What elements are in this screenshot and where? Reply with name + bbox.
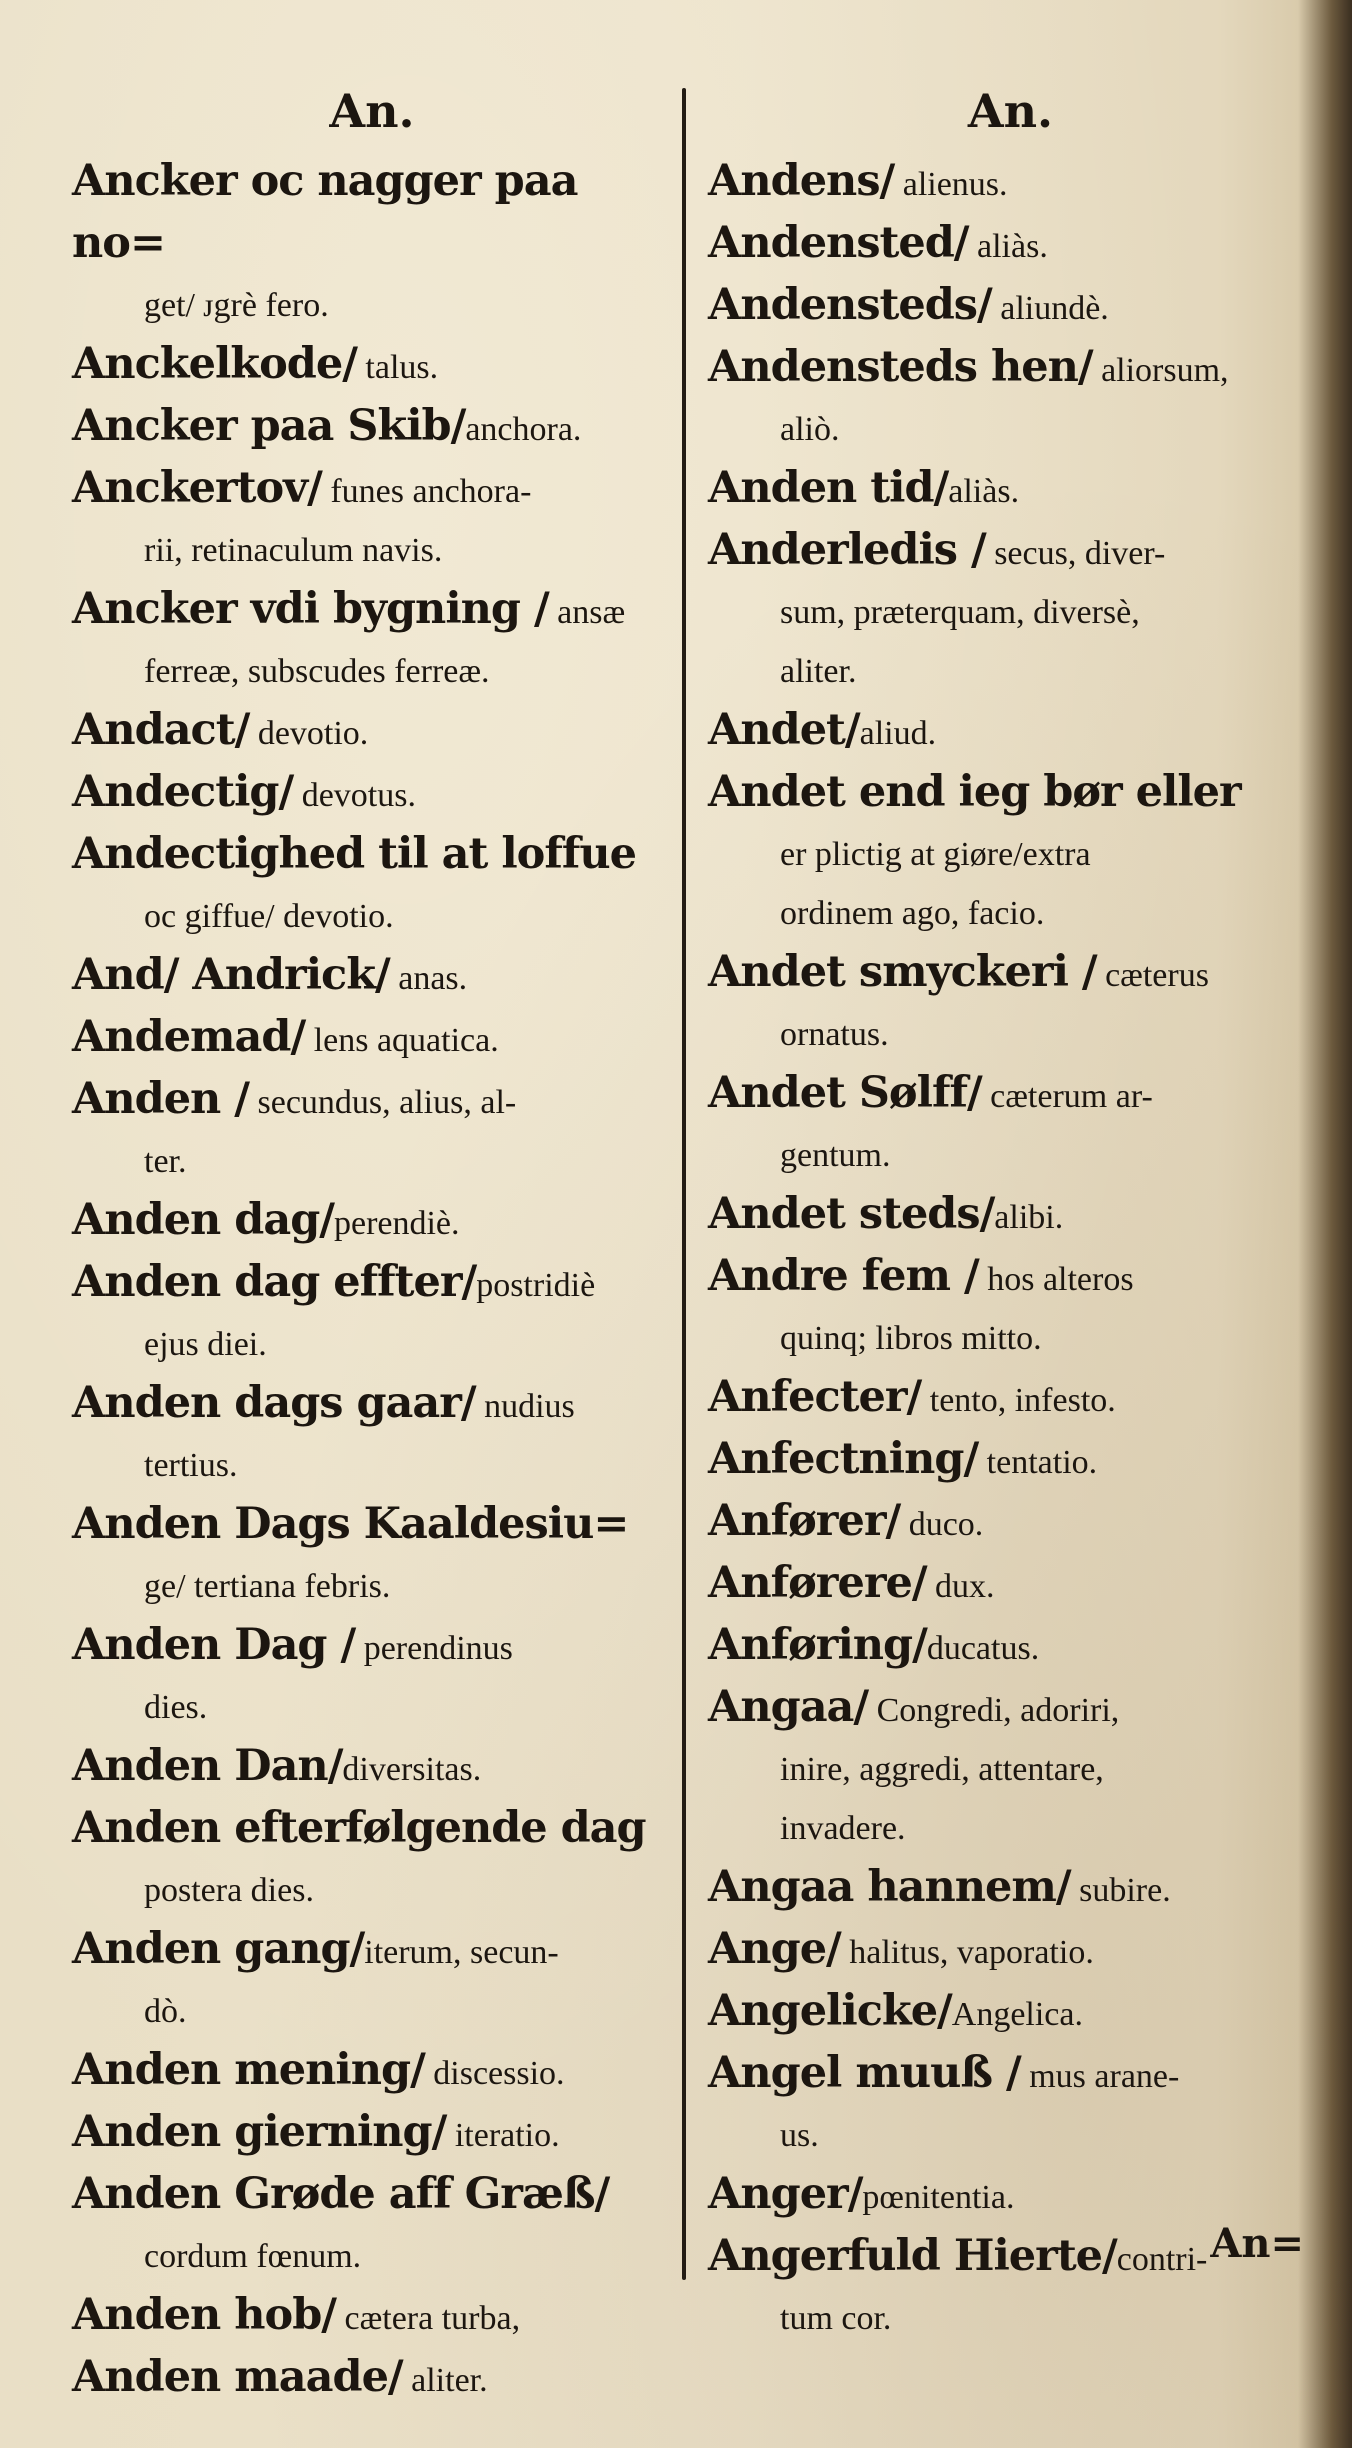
entry-continuation: sum, præterquam, diversè, aliter. — [780, 594, 1140, 690]
right-column — [708, 80, 1313, 2348]
entry-latin: cæterus — [1096, 957, 1209, 994]
dictionary-entry — [708, 338, 1313, 459]
entry-latin: anas. — [389, 960, 468, 997]
dictionary-entry — [708, 521, 1313, 701]
entry-latin: alibi. — [994, 1199, 1064, 1236]
dictionary-entry — [72, 946, 672, 1008]
dictionary-entry — [708, 2044, 1313, 2165]
entry-headword: Anden Dags Kaaldesiu= — [72, 1499, 629, 1549]
entry-headword: Anden Grøde aff Græß/ — [72, 2169, 610, 2219]
entry-latin: Congredi, adoriri, — [868, 1692, 1120, 1729]
entry-continuation: inire, aggredi, attentare, invadere. — [780, 1751, 1104, 1847]
entry-latin: perendinus — [355, 1630, 513, 1667]
entry-headword: Anden gang/ — [72, 1924, 365, 1974]
dictionary-entry — [708, 1247, 1313, 1368]
entry-headword: Anfører/ — [708, 1496, 901, 1546]
entry-headword: Angaa/ — [708, 1682, 869, 1732]
dictionary-entry — [72, 1008, 672, 1070]
entry-latin: contri- — [1116, 2241, 1208, 2278]
entry-headword: Anger/ — [708, 2169, 863, 2219]
dictionary-entry — [72, 2165, 672, 2286]
entry-headword: Anderledis / — [708, 525, 986, 575]
entry-headword: Andensteds hen/ — [708, 342, 1093, 392]
dictionary-entry — [72, 397, 672, 459]
entry-latin: secus, diver- — [985, 535, 1166, 572]
entry-headword: Anden dag/ — [72, 1195, 334, 1245]
entry-latin: anchora. — [465, 411, 582, 448]
entry-continuation: tum cor. — [780, 2300, 892, 2337]
entry-continuation: oc giffue/ devotio. — [144, 898, 394, 935]
dictionary-entry — [708, 1678, 1313, 1858]
entry-headword: Anden maade/ — [72, 2352, 403, 2402]
dictionary-entry — [708, 1616, 1313, 1678]
dictionary-entry — [72, 1920, 672, 2041]
entry-headword: Andemad/ — [72, 1012, 306, 1062]
dictionary-entry — [72, 2103, 672, 2165]
dictionary-entry — [708, 2165, 1313, 2227]
entry-latin: subire. — [1070, 1872, 1171, 1909]
dictionary-entry — [708, 943, 1313, 1064]
entry-headword: Anden tid/ — [708, 463, 949, 513]
entry-latin: cæterum ar- — [981, 1078, 1153, 1115]
dictionary-entry — [708, 214, 1313, 276]
dictionary-entry — [708, 276, 1313, 338]
dictionary-entry — [72, 825, 672, 946]
entry-headword: Anden Dan/ — [72, 1741, 343, 1791]
entry-headword: Anden gierning/ — [72, 2107, 447, 2157]
entry-headword: Anden dag effter/ — [72, 1257, 477, 1307]
entry-latin: devotio. — [249, 715, 369, 752]
dictionary-entry — [72, 1191, 672, 1253]
entry-latin: iterum, secun- — [364, 1934, 559, 1971]
entry-latin: iteratio. — [446, 2117, 560, 2154]
entry-continuation: ejus diei. — [144, 1326, 267, 1363]
entry-latin: devotus. — [293, 777, 416, 814]
entry-continuation: ge/ tertiana febris. — [144, 1568, 391, 1605]
dictionary-entry — [72, 1374, 672, 1495]
dictionary-entry — [72, 152, 672, 335]
entry-headword: Angaa hannem/ — [708, 1862, 1071, 1912]
entry-headword: Anckertov/ — [72, 463, 322, 513]
entry-headword: Andact/ — [72, 705, 250, 755]
entry-headword: Anføring/ — [708, 1620, 927, 1670]
entry-latin: aliundè. — [991, 290, 1109, 327]
dictionary-entry — [708, 1920, 1313, 1982]
entry-latin: postridiè — [476, 1267, 596, 1304]
entry-headword: Angel muuß / — [708, 2048, 1021, 2098]
entry-latin: cætera turba, — [336, 2300, 521, 2337]
entry-latin: nudius — [475, 1388, 575, 1425]
entry-continuation: get/ ᴊgrè fero. — [144, 287, 329, 324]
entry-continuation: gentum. — [780, 1137, 891, 1174]
entry-headword: Andectig/ — [72, 767, 294, 817]
entry-headword: Andre fem / — [708, 1251, 979, 1301]
dictionary-entry — [708, 1982, 1313, 2044]
entry-headword: Anden hob/ — [72, 2290, 336, 2340]
entry-latin: Angelica. — [951, 1996, 1083, 2033]
entry-headword: Andensted/ — [708, 218, 969, 268]
entry-latin: alienus. — [894, 166, 1008, 203]
dictionary-entry — [708, 1858, 1313, 1920]
dictionary-entry — [708, 459, 1313, 521]
entry-headword: Andet smyckeri / — [708, 947, 1097, 997]
entry-continuation: aliò. — [780, 411, 840, 448]
entry-latin: perendiè. — [333, 1205, 460, 1242]
entry-headword: Anden efterfølgende dag — [72, 1803, 646, 1853]
catchword: An= — [1210, 2220, 1304, 2267]
entry-latin: aliter. — [402, 2362, 488, 2399]
entry-continuation: ter. — [144, 1143, 187, 1180]
entry-continuation: dies. — [144, 1689, 208, 1726]
entry-headword: Ancker oc nagger paa no= — [72, 156, 578, 268]
entry-latin: lens aquatica. — [305, 1022, 499, 1059]
left-entries — [72, 152, 672, 2410]
entry-headword: Anfecter/ — [708, 1372, 922, 1422]
dictionary-entry — [708, 1064, 1313, 1185]
dictionary-entry — [72, 1799, 672, 1920]
entry-headword: Angerfuld Hierte/ — [708, 2231, 1117, 2281]
entry-headword: Anckelkode/ — [72, 339, 357, 389]
dictionary-entry — [72, 459, 672, 580]
entry-latin: pœnitentia. — [862, 2179, 1015, 2216]
dictionary-entry — [708, 763, 1313, 943]
entry-latin: diversitas. — [342, 1751, 482, 1788]
dictionary-entry — [72, 1070, 672, 1191]
entry-continuation: rii, retinaculum navis. — [144, 532, 443, 569]
entry-headword: Andectighed til at loffue — [72, 829, 636, 879]
entry-latin: mus arane- — [1020, 2058, 1180, 2095]
dictionary-entry — [72, 1495, 672, 1616]
entry-latin: hos alteros — [978, 1261, 1134, 1298]
entry-headword: Andet Sølff/ — [708, 1068, 982, 1118]
entry-headword: Angelicke/ — [708, 1986, 952, 2036]
dictionary-entry — [72, 2348, 672, 2410]
dictionary-entry — [72, 1253, 672, 1374]
entry-headword: And/ Andrick/ — [72, 950, 390, 1000]
entry-continuation: us. — [780, 2117, 819, 2154]
dictionary-entry — [72, 701, 672, 763]
entry-headword: Anden / — [72, 1074, 249, 1124]
entry-continuation: cordum fœnum. — [144, 2238, 362, 2275]
entry-headword: Ange/ — [708, 1924, 841, 1974]
dictionary-entry — [708, 1554, 1313, 1616]
entry-continuation: dò. — [144, 1993, 187, 2030]
entry-continuation: quinq; libros mitto. — [780, 1320, 1042, 1357]
dictionary-entry — [708, 1430, 1313, 1492]
column-rule — [682, 88, 686, 2280]
entry-headword: Andet end ieg bør eller — [708, 767, 1241, 817]
dictionary-entry — [708, 152, 1313, 214]
entry-latin: aliàs. — [948, 473, 1020, 510]
entry-headword: Ancker paa Skib/ — [72, 401, 466, 451]
entry-headword: Andensteds/ — [708, 280, 992, 330]
entry-latin: ansæ — [548, 594, 626, 631]
entry-headword: Andens/ — [708, 156, 895, 206]
entry-headword: Anden mening/ — [72, 2045, 425, 2095]
dictionary-entry — [708, 701, 1313, 763]
entry-continuation: ornatus. — [780, 1016, 889, 1053]
entry-latin: discessio. — [424, 2055, 565, 2092]
left-column — [72, 80, 672, 2410]
dictionary-entry — [708, 1368, 1313, 1430]
entry-headword: Anden Dag / — [72, 1620, 356, 1670]
dictionary-entry — [72, 335, 672, 397]
dictionary-entry — [72, 1616, 672, 1737]
dictionary-entry — [708, 1492, 1313, 1554]
dictionary-entry — [72, 2286, 672, 2348]
entry-headword: Anførere/ — [708, 1558, 927, 1608]
entry-latin: secundus, alius, al- — [249, 1084, 517, 1121]
entry-latin: aliud. — [859, 715, 937, 752]
entry-latin: halitus, vaporatio. — [840, 1934, 1094, 1971]
entry-latin: tento, infesto. — [921, 1382, 1116, 1419]
dictionary-entry — [72, 580, 672, 701]
entry-latin: duco. — [900, 1506, 984, 1543]
dictionary-entry — [72, 763, 672, 825]
entry-latin: funes anchora- — [321, 473, 532, 510]
entry-headword: Ancker vdi bygning / — [72, 584, 549, 634]
dictionary-entry — [72, 1737, 672, 1799]
entry-headword: Anfectning/ — [708, 1434, 979, 1484]
dictionary-entry — [708, 1185, 1313, 1247]
entry-continuation: ferreæ, subscudes ferreæ. — [144, 653, 490, 690]
entry-headword: Anden dags gaar/ — [72, 1378, 476, 1428]
entry-latin: aliorsum, — [1092, 352, 1229, 389]
entry-continuation: postera dies. — [144, 1872, 314, 1909]
right-entries — [708, 152, 1313, 2348]
dictionary-entry — [72, 2041, 672, 2103]
right-running-head: An. — [967, 84, 1054, 138]
entry-latin: dux. — [926, 1568, 995, 1605]
entry-latin: tentatio. — [978, 1444, 1098, 1481]
entry-continuation: er plictig at giøre/extra ordinem ago, facio. — [780, 836, 1091, 932]
left-running-head: An. — [329, 84, 415, 138]
entry-headword: Andet/ — [708, 705, 860, 755]
entry-headword: Andet steds/ — [708, 1189, 995, 1239]
entry-latin: aliàs. — [968, 228, 1048, 265]
entry-latin: talus. — [356, 349, 439, 386]
entry-latin: ducatus. — [926, 1630, 1040, 1667]
entry-continuation: tertius. — [144, 1447, 238, 1484]
